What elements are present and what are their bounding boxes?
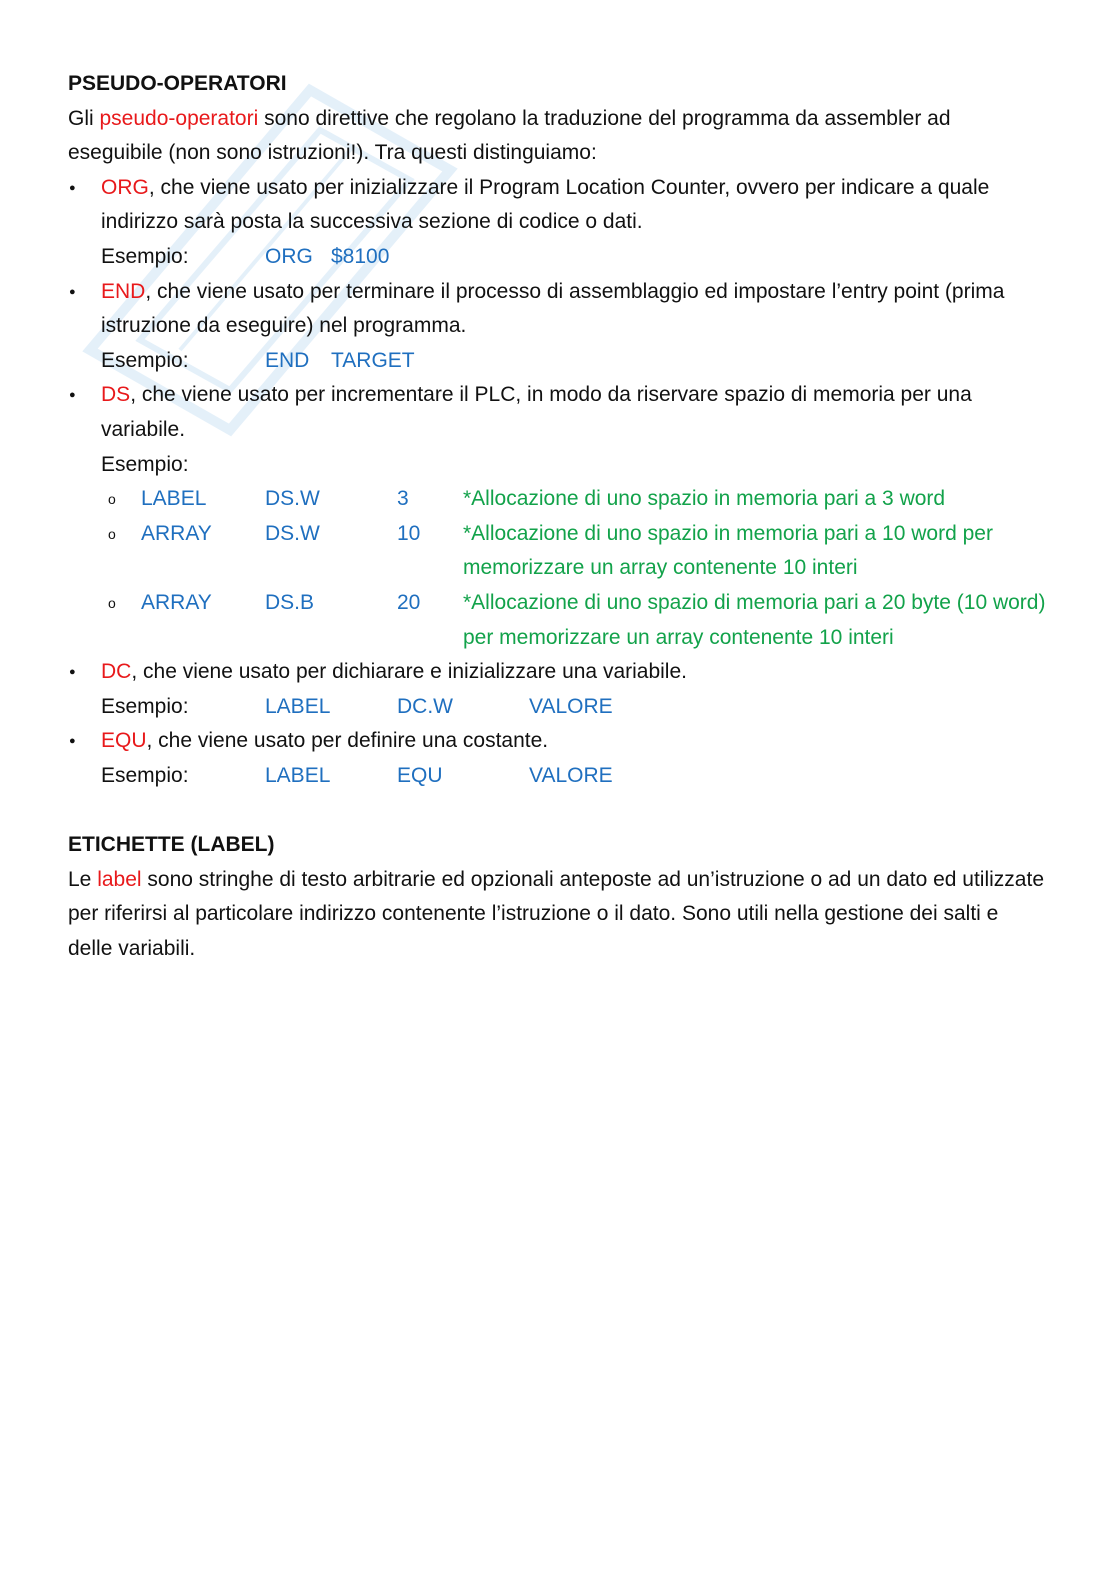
sub-op: DS.W xyxy=(265,487,320,511)
example-code-value: VALORE xyxy=(529,763,613,787)
example-label: Esempio: xyxy=(101,452,189,476)
label-text-start: Le xyxy=(68,867,98,891)
example-code-label: LABEL xyxy=(265,763,331,787)
list-item-ds xyxy=(68,378,1048,482)
intro-text-start: Gli xyxy=(68,106,100,130)
ds-sub-item-1 xyxy=(68,482,1048,517)
example-code-arg: $8100 xyxy=(331,244,390,268)
sub-value: 20 xyxy=(397,590,421,614)
example-code-value: VALORE xyxy=(529,694,613,718)
term-label: label xyxy=(97,867,142,891)
section-spacer xyxy=(68,793,1048,828)
intro-paragraph xyxy=(68,102,1048,171)
end-example xyxy=(101,344,1048,379)
list-item-end xyxy=(68,275,1048,379)
term-org: ORG xyxy=(101,175,149,199)
section-title-pseudo-operatori: PSEUDO-OPERATORI xyxy=(68,72,287,95)
dc-example xyxy=(101,690,1048,725)
sub-value: 10 xyxy=(397,521,421,545)
example-code-op: END xyxy=(265,348,310,372)
example-label: Esempio: xyxy=(101,348,189,372)
term-dc: DC xyxy=(101,660,132,684)
document-body xyxy=(68,67,1048,966)
list-item-dc xyxy=(68,655,1048,724)
equ-example xyxy=(101,759,1048,794)
example-label: Esempio: xyxy=(101,694,189,718)
term-equ: EQU xyxy=(101,729,147,753)
list-item-equ xyxy=(68,724,1048,793)
list-item-org xyxy=(68,171,1048,275)
sub-bullet-icon: o xyxy=(108,594,116,611)
section-title-etichette: ETICHETTE (LABEL) xyxy=(68,833,275,857)
org-description: , che viene usato per inizializzare il Program Location Counter, ovvero per indicare a quale indirizzo sarà posta la successiva sezione di codice o dati. xyxy=(101,175,990,234)
example-code-op: EQU xyxy=(397,763,443,787)
sub-label: ARRAY xyxy=(141,521,212,545)
label-text-end: sono stringhe di testo arbitrarie ed opzionali anteposte ad un’istruzione o ad un dato ed utilizzate per riferirsi al particolare indirizzo contenente l’istruzione o il dato. Sono utili nella gestione dei salti e delle variabili. xyxy=(68,867,1044,960)
example-label: Esempio: xyxy=(101,244,189,268)
sub-comment: *Allocazione di uno spazio in memoria pari a 10 word per memorizzare un array contenente 10 interi xyxy=(463,521,993,580)
sub-comment: *Allocazione di uno spazio di memoria pari a 20 byte (10 word) per memorizzare un array contenente 10 interi xyxy=(463,590,1046,649)
dc-description: , che viene usato per dichiarare e inizializzare una variabile. xyxy=(131,660,687,684)
example-code-op: DC.W xyxy=(397,694,453,718)
end-description: , che viene usato per terminare il processo di assemblaggio ed impostare l’entry point (prima istruzione da eseguire) nel programma. xyxy=(101,279,1005,338)
sub-bullet-icon: o xyxy=(108,525,116,542)
sub-comment: *Allocazione di uno spazio in memoria pari a 3 word xyxy=(463,487,946,511)
sub-bullet-icon: o xyxy=(108,491,116,508)
sub-op: DS.W xyxy=(265,521,320,545)
sub-label: ARRAY xyxy=(141,590,212,614)
equ-description: , che viene usato per definire una costante. xyxy=(146,729,549,753)
example-code-op: ORG xyxy=(265,244,313,268)
sub-value: 3 xyxy=(397,487,409,511)
example-code-arg: TARGET xyxy=(331,348,415,372)
example-label: Esempio: xyxy=(101,763,189,787)
term-ds: DS xyxy=(101,383,131,407)
sub-op: DS.B xyxy=(265,590,315,614)
term-pseudo-operatori: pseudo-operatori xyxy=(99,106,259,130)
example-code-label: LABEL xyxy=(265,694,331,718)
intro-text-end: sono direttive che regolano la traduzione del programma da assembler ad eseguibile (non sono istruzioni!). Tra questi distinguiamo: xyxy=(68,106,951,165)
ds-description: , che viene usato per incrementare il PLC, in modo da riservare spazio di memoria per una variabile. xyxy=(101,383,972,441)
ds-sub-item-3 xyxy=(68,586,1048,655)
org-example xyxy=(101,240,1048,275)
ds-example-label-row xyxy=(101,448,1048,483)
ds-sub-item-2 xyxy=(68,517,1048,586)
sub-label: LABEL xyxy=(141,487,207,511)
label-paragraph xyxy=(68,863,1048,967)
term-end: END xyxy=(101,279,146,303)
